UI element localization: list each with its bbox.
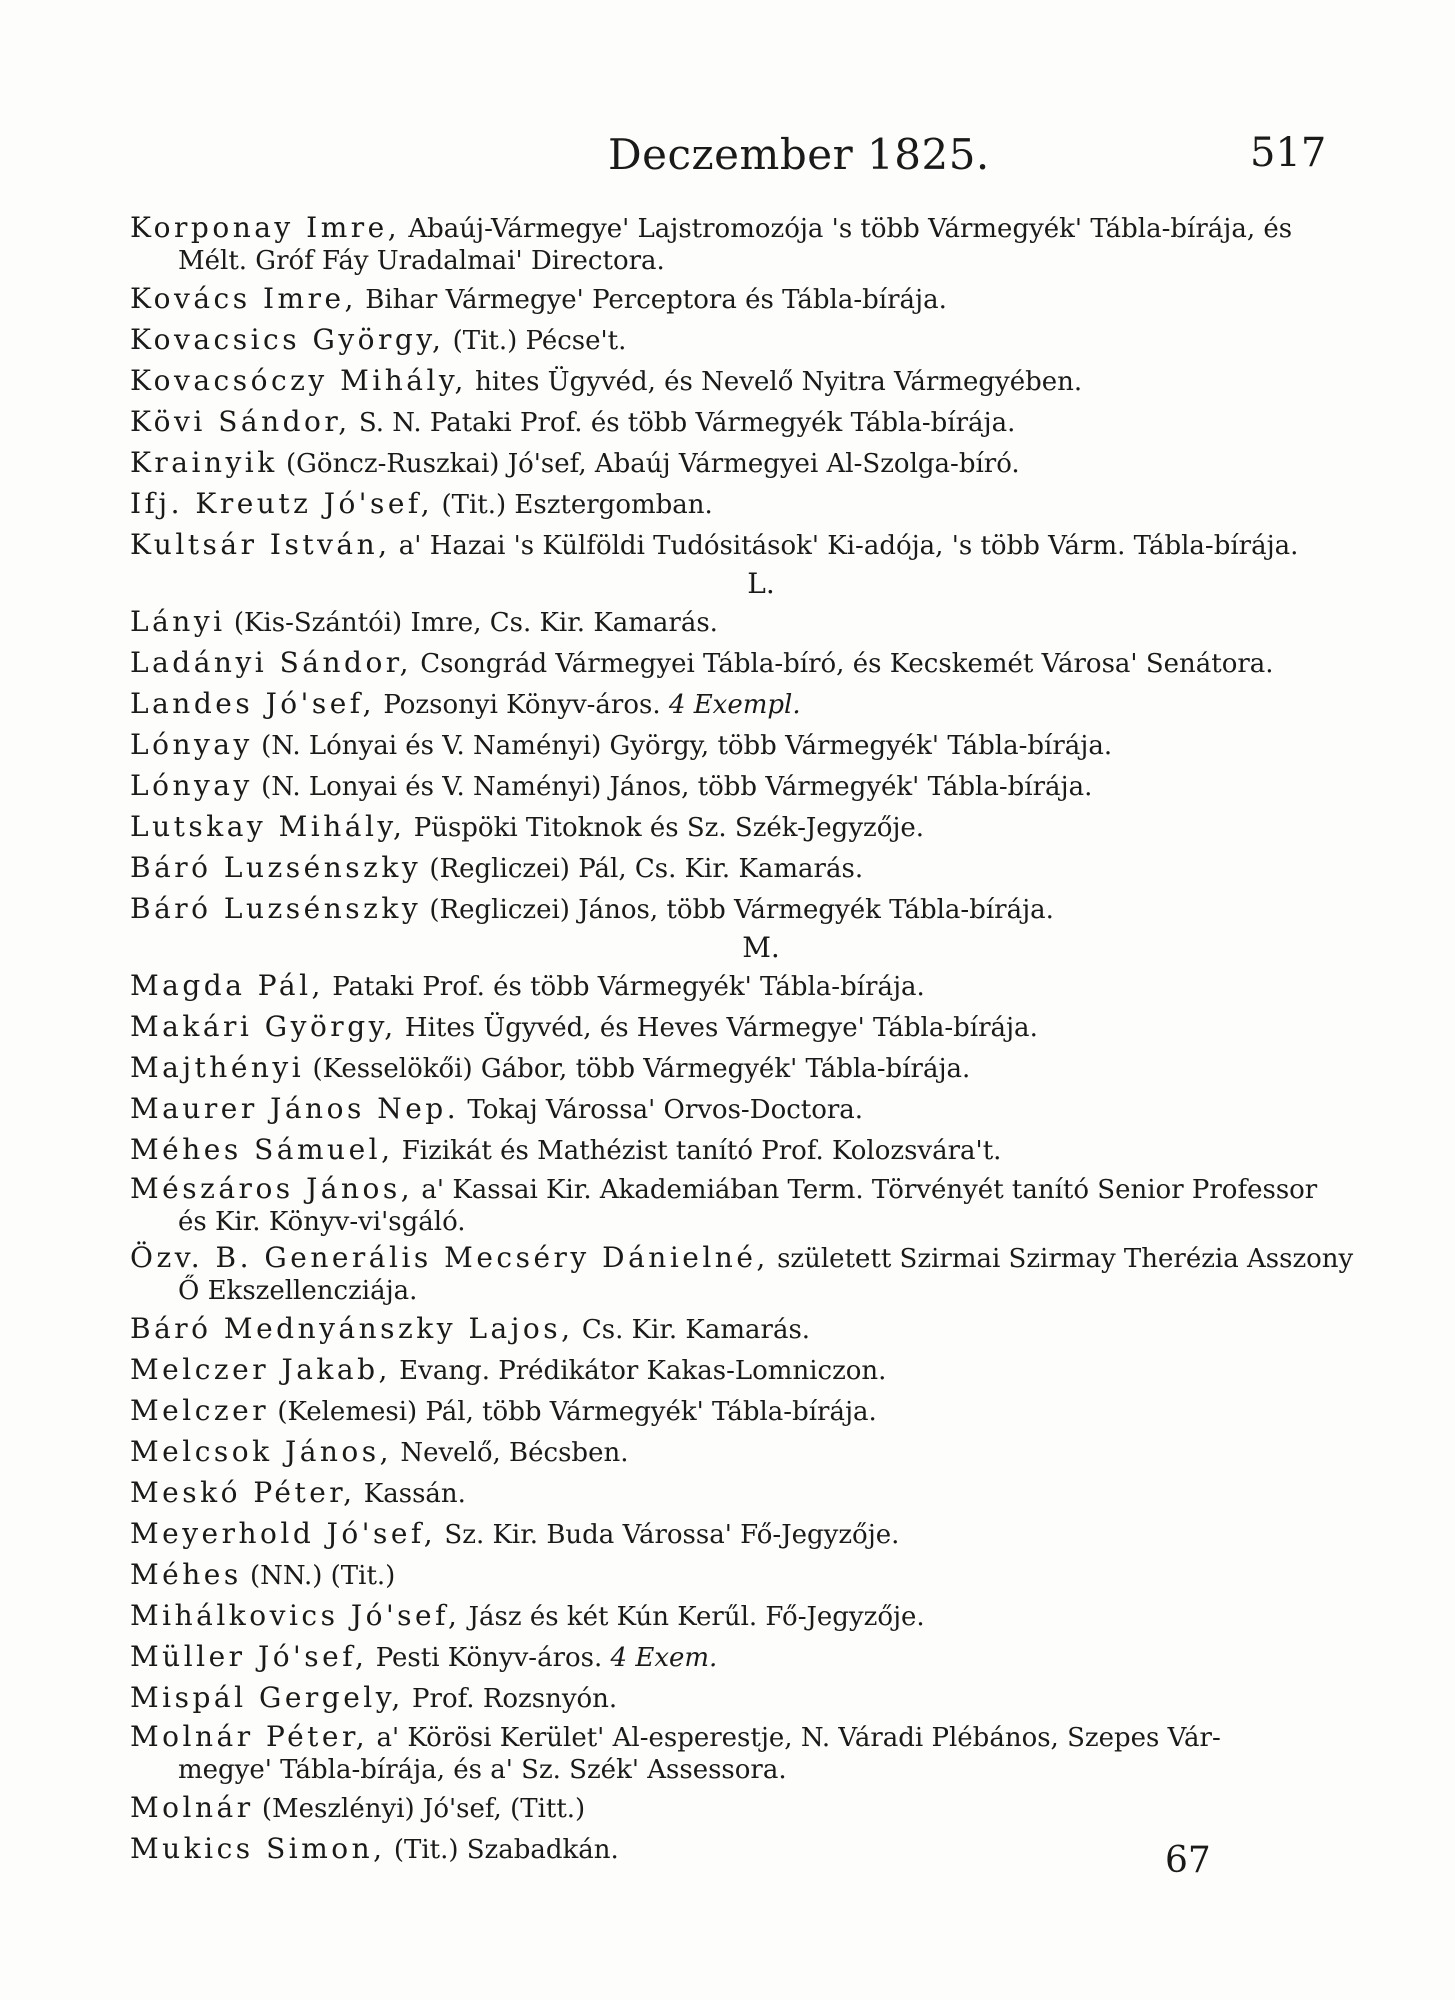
entry-description: Cs. Kir. Kamarás. <box>573 1315 811 1345</box>
entry-description: Evang. Prédikátor Kakas-Lomniczon. <box>390 1356 887 1386</box>
list-entry <box>130 1678 1392 1719</box>
section-k <box>130 210 1392 566</box>
list-entry <box>130 766 1392 807</box>
entry-description: született Szirmai Szirmay Therézia Asszony <box>768 1244 1354 1274</box>
entry-name: Ladányi Sándor, <box>130 646 413 679</box>
entry-description: Nevelő, Bécsben. <box>392 1438 629 1468</box>
running-title: Deczember 1825. <box>608 130 990 179</box>
entry-name: Korponay Imre, <box>130 211 401 244</box>
list-entry <box>130 279 1392 320</box>
entry-description: Hites Ügyvéd, és Heves Vármegye' Tábla-bírája. <box>396 1013 1038 1043</box>
entry-name: Lányi <box>130 605 226 638</box>
entry-copies: 4 Exempl. <box>660 690 801 720</box>
section-letter-l: L. <box>747 567 775 600</box>
entry-name: Meskó Péter, <box>130 1476 356 1509</box>
entry-name: Méhes <box>130 1558 242 1591</box>
list-entry <box>130 684 1392 725</box>
entry-description: (Regliczei) János, több Vármegyék Tábla-bírája. <box>421 895 1054 925</box>
list-entry <box>130 1048 1392 1089</box>
entry-description: a' Hazai 's Külföldi Tudósitások' Ki-adója, 's több Várm. Tábla-bírája. <box>390 531 1299 561</box>
entry-name: Ifj. Kreutz Jó'sef, <box>130 487 434 520</box>
list-entry <box>130 443 1392 484</box>
entry-name: Majthényi <box>130 1051 305 1084</box>
entry-name: Mispál Gergely, <box>130 1681 404 1714</box>
list-entry <box>130 1391 1392 1432</box>
entry-name: Lutskay Mihály, <box>130 810 406 843</box>
entry-name: Kövi Sándor, <box>130 405 351 438</box>
entry-continuation: Ő Ekszellencziája. <box>178 1276 418 1306</box>
entry-continuation: és Kir. Könyv-vi'sgáló. <box>178 1207 466 1237</box>
entry-description: Pataki Prof. és több Vármegyék' Tábla-bírája. <box>323 972 925 1002</box>
entry-description: Pesti Könyv-áros. <box>367 1643 603 1673</box>
list-entry <box>130 361 1392 402</box>
section-m <box>130 966 1392 1870</box>
list-entry <box>130 1596 1392 1637</box>
entry-description: Csongrád Vármegyei Tábla-bíró, és Kecskemét Városa' Senátora. <box>412 649 1274 679</box>
list-entry <box>130 889 1392 930</box>
page-header <box>0 130 1455 190</box>
entry-description: hites Ügyvéd, és Nevelő Nyitra Vármegyében. <box>466 367 1083 397</box>
entry-description: a' Kassai Kir. Akademiában Term. Törvényét tanító Senior Professor <box>413 1175 1318 1205</box>
list-entry <box>130 320 1392 361</box>
entry-description: (Meszlényi) Jó'sef, (Titt.) <box>253 1794 586 1824</box>
list-entry <box>130 602 1392 643</box>
list-entry <box>130 1089 1392 1130</box>
entry-description: (Kesselökői) Gábor, több Vármegyék' Tábla-bírája. <box>304 1054 971 1084</box>
entry-description: (N. Lónyai és V. Naményi) György, több Vármegyék' Tábla-bírája. <box>252 731 1113 761</box>
signature-mark: 67 <box>1165 1840 1211 1881</box>
list-entry <box>130 1514 1392 1555</box>
entry-name: Mészáros János, <box>130 1172 414 1205</box>
entry-name: Lónyay <box>130 769 253 802</box>
list-entry <box>130 1240 1392 1309</box>
entry-description: S. N. Pataki Prof. és több Vármegyék Tábla-bírája. <box>350 408 1016 438</box>
entry-description: Fizikát és Mathézist tanító Prof. Kolozsvára't. <box>393 1136 1002 1166</box>
list-entry <box>130 1007 1392 1048</box>
entry-name: Méhes Sámuel, <box>130 1133 394 1166</box>
list-entry <box>130 1432 1392 1473</box>
list-entry <box>130 1637 1392 1678</box>
list-entry <box>130 1719 1392 1788</box>
entry-name: Landes Jó'sef, <box>130 687 376 720</box>
list-entry <box>130 848 1392 889</box>
entry-name: Molnár <box>130 1791 254 1824</box>
entry-name: Melcsok János, <box>130 1435 393 1468</box>
entry-description: Prof. Rozsnyón. <box>403 1684 618 1714</box>
list-entry <box>130 402 1392 443</box>
entry-name: Báró Luzsénszky <box>130 892 422 925</box>
entry-copies: 4 Exem. <box>602 1643 718 1673</box>
entry-name: Krainyik <box>130 446 278 479</box>
entry-name: Melczer Jakab, <box>130 1353 391 1386</box>
entry-name: Özv. B. Generális Mecséry Dánielné, <box>130 1241 769 1274</box>
entry-name: Kultsár István, <box>130 528 391 561</box>
entry-description: Sz. Kir. Buda Várossa' Fő-Jegyzője. <box>436 1520 900 1550</box>
list-entry <box>130 525 1392 566</box>
entry-continuation: megye' Tábla-bírája, és a' Sz. Szék' Assessora. <box>178 1755 787 1785</box>
entry-name: Lónyay <box>130 728 253 761</box>
page-number: 517 <box>1250 130 1327 176</box>
entry-name: Maurer János Nep. <box>130 1092 460 1125</box>
entry-description: (N. Lonyai és V. Naményi) János, több Vármegyék' Tábla-bírája. <box>252 772 1093 802</box>
list-entry <box>130 1309 1392 1350</box>
entry-description: Abaúj-Vármegye' Lajstromozója 's több Vármegyék' Tábla-bírája, és <box>400 214 1293 244</box>
entry-description: (Regliczei) Pál, Cs. Kir. Kamarás. <box>421 854 864 884</box>
entry-description: (Tit.) Esztergomban. <box>433 490 713 520</box>
entry-description: Bihar Vármegye' Perceptora és Tábla-bírája. <box>356 285 947 315</box>
entry-name: Kovács Imre, <box>130 282 357 315</box>
list-entry <box>130 1473 1392 1514</box>
entry-name: Makári György, <box>130 1010 397 1043</box>
entry-name: Magda Pál, <box>130 969 324 1002</box>
list-entry <box>130 484 1392 525</box>
entry-description: (Tit.) Szabadkán. <box>385 1835 619 1865</box>
entry-description: (Tit.) Pécse't. <box>444 326 627 356</box>
entry-description: Pozsonyi Könyv-áros. <box>375 690 661 720</box>
list-entry <box>130 210 1392 279</box>
entry-description: Püspöki Titoknok és Sz. Szék-Jegyzője. <box>405 813 925 843</box>
entry-name: Meyerhold Jó'sef, <box>130 1517 437 1550</box>
entry-name: Kovacsics György, <box>130 323 445 356</box>
subscriber-list <box>130 210 1392 1870</box>
entry-continuation: Mélt. Gróf Fáy Uradalmai' Directora. <box>178 246 665 276</box>
entry-name: Melczer <box>130 1394 270 1427</box>
list-entry <box>130 1350 1392 1391</box>
entry-name: Kovacsóczy Mihály, <box>130 364 467 397</box>
entry-description: (Göncz-Ruszkai) Jó'sef, Abaúj Vármegyei Al-Szolga-bíró. <box>277 449 1020 479</box>
entry-name: Müller Jó'sef, <box>130 1640 368 1673</box>
entry-description: (NN.) (Tit.) <box>241 1561 396 1591</box>
entry-name: Molnár Péter, <box>130 1720 369 1753</box>
list-entry <box>130 1555 1392 1596</box>
entry-name: Mukics Simon, <box>130 1832 386 1865</box>
list-entry <box>130 807 1392 848</box>
entry-description: Kassán. <box>355 1479 466 1509</box>
list-entry <box>130 1130 1392 1171</box>
entry-description: Jász és két Kún Kerűl. Fő-Jegyzője. <box>460 1602 925 1632</box>
entry-description: a' Körösi Kerület' Al-esperestje, N. Váradi Plébános, Szepes Vár- <box>368 1723 1221 1753</box>
entry-name: Báró Mednyánszky Lajos, <box>130 1312 574 1345</box>
list-entry <box>130 1171 1392 1240</box>
list-entry <box>130 725 1392 766</box>
section-letter-m: M. <box>742 931 780 964</box>
list-entry <box>130 966 1392 1007</box>
section-l <box>130 602 1392 930</box>
list-entry <box>130 643 1392 684</box>
entry-description: (Kelemesi) Pál, több Vármegyék' Tábla-bírája. <box>269 1397 877 1427</box>
list-entry <box>130 1788 1392 1829</box>
entry-name: Báró Luzsénszky <box>130 851 422 884</box>
entry-description: (Kis-Szántói) Imre, Cs. Kir. Kamarás. <box>225 608 718 638</box>
entry-description: Tokaj Várossa' Orvos-Doctora. <box>459 1095 864 1125</box>
entry-name: Mihálkovics Jó'sef, <box>130 1599 461 1632</box>
